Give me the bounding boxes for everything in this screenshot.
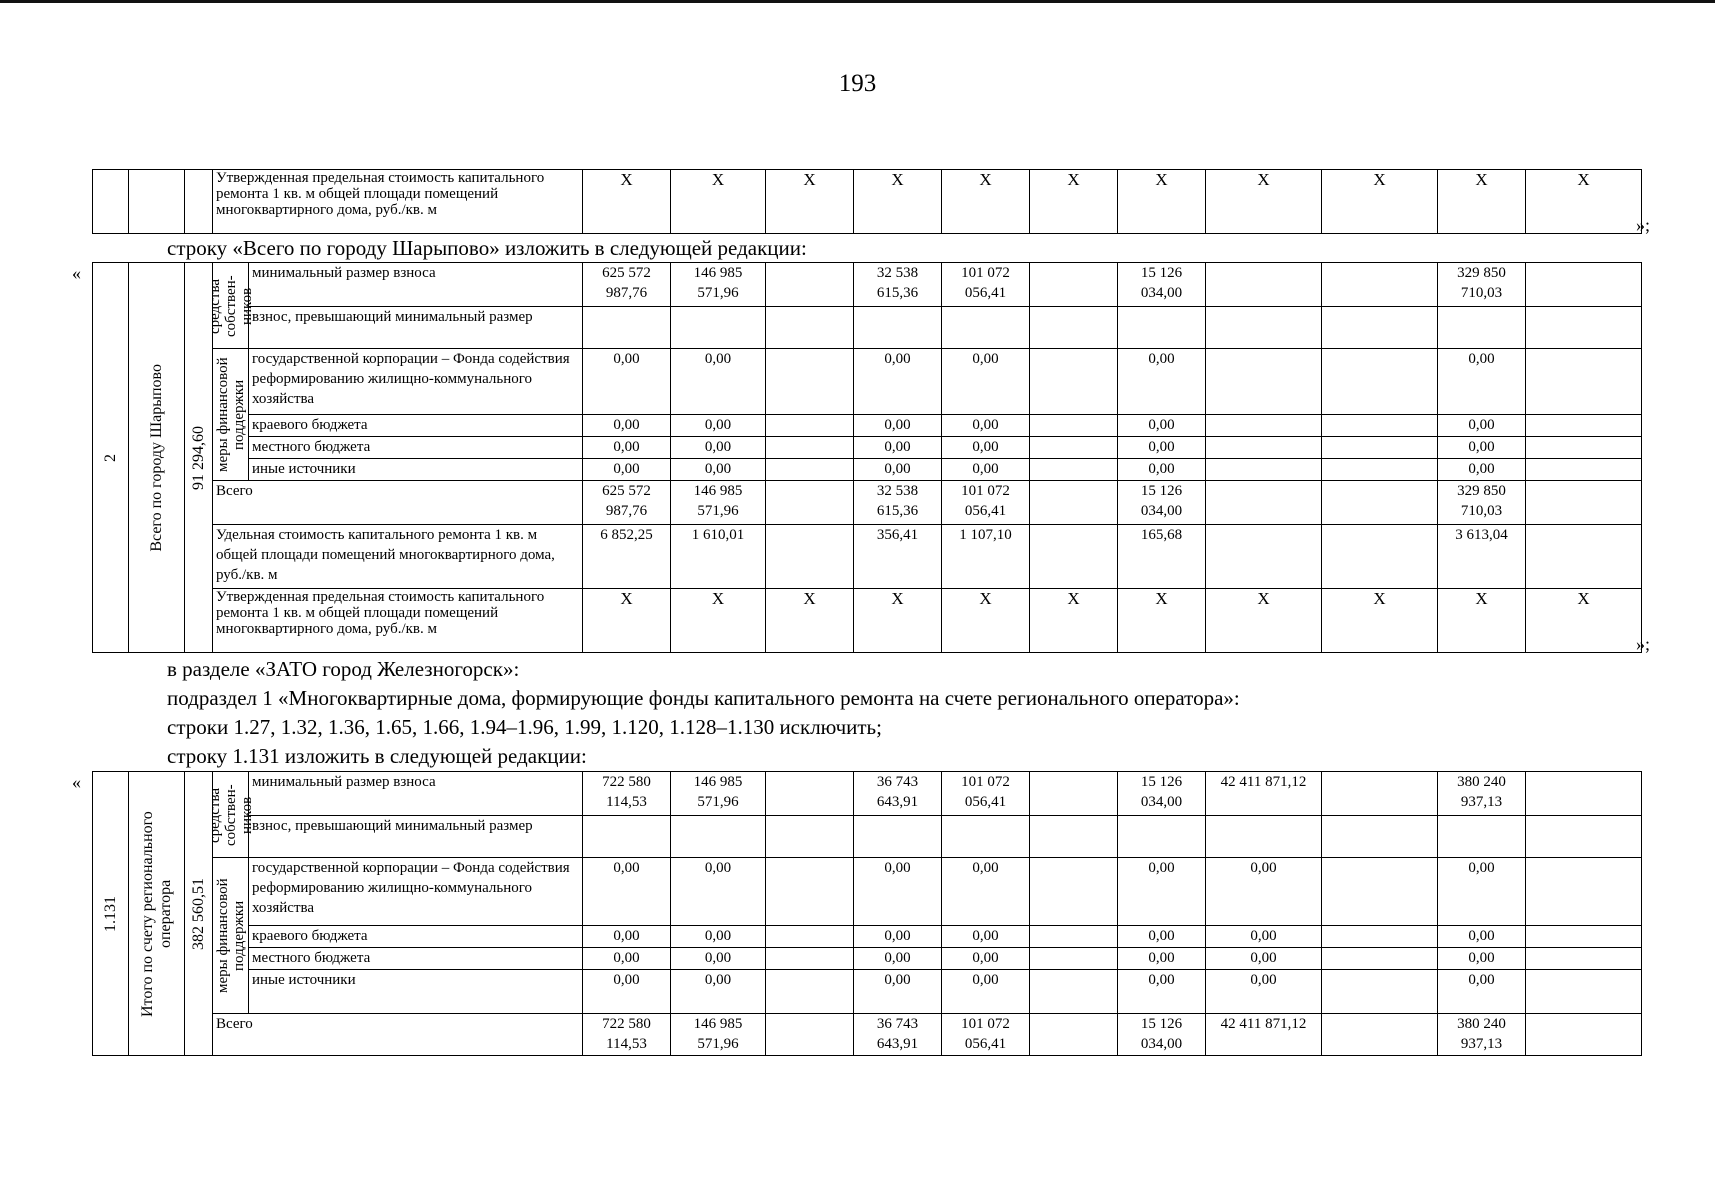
row-label: взнос, превышающий минимальный размер: [249, 816, 583, 858]
table-row: [93, 459, 1642, 481]
value-cell: X: [1526, 589, 1642, 653]
value-cell: [1526, 437, 1642, 459]
value-cell: 0,00: [671, 970, 766, 1014]
value-cell: 1 107,10: [942, 525, 1030, 589]
value-cell: [942, 816, 1030, 858]
value-cell: [1526, 415, 1642, 437]
value-cell: X: [1322, 170, 1438, 234]
row-label: взнос, превышающий минимальный размер: [249, 307, 583, 349]
row-label: краевого бюджета: [249, 415, 583, 437]
value-cell: [1030, 926, 1118, 948]
table-row: [93, 926, 1642, 948]
value-cell: 0,00: [671, 858, 766, 926]
opening-quote-mark: «: [72, 263, 81, 283]
value-cell: [766, 970, 854, 1014]
value-cell: 146 985 571,96: [671, 481, 766, 525]
support-group-label: меры финансовой поддержки: [214, 878, 247, 993]
value-cell: X: [854, 589, 942, 653]
table-row-1-131: [92, 771, 1642, 1056]
value-cell: 329 850 710,03: [1438, 263, 1526, 307]
value-cell: 0,00: [583, 970, 671, 1014]
value-cell: [1030, 263, 1118, 307]
table-row: [93, 858, 1642, 926]
value-cell: [1206, 481, 1322, 525]
value-cell: 0,00: [1206, 970, 1322, 1014]
value-cell: [1526, 263, 1642, 307]
row-label-limit-cost: Утвержденная предельная стоимость капитального ремонта 1 кв. м общей площади помещений многоквартирного дома, руб./кв. м: [213, 170, 583, 234]
value-cell: [1322, 926, 1438, 948]
value-cell: 101 072 056,41: [942, 1014, 1030, 1056]
page-number: 193: [838, 70, 877, 97]
value-cell: 0,00: [854, 459, 942, 481]
row-number-cell: [93, 772, 129, 1056]
value-cell: [1030, 948, 1118, 970]
value-cell: 0,00: [583, 349, 671, 415]
value-cell: 146 985 571,96: [671, 263, 766, 307]
value-cell: X: [766, 589, 854, 653]
value-cell: X: [1118, 170, 1206, 234]
value-cell: 0,00: [854, 926, 942, 948]
value-cell: 0,00: [671, 349, 766, 415]
value-cell: [1030, 349, 1118, 415]
value-cell: [1206, 459, 1322, 481]
value-cell: 0,00: [942, 437, 1030, 459]
value-cell: [766, 307, 854, 349]
value-cell: [1526, 349, 1642, 415]
value-cell: [766, 772, 854, 816]
table-row: [93, 816, 1642, 858]
value-cell: 625 572 987,76: [583, 481, 671, 525]
value-cell: 0,00: [1118, 459, 1206, 481]
table-row-limit-cost: [93, 170, 1642, 234]
row-label: местного бюджета: [249, 948, 583, 970]
object-name-cell: [129, 263, 185, 653]
table-sharypovo: [92, 262, 1642, 653]
value-cell: 15 126 034,00: [1118, 481, 1206, 525]
row-label: минимальный размер взноса: [249, 772, 583, 816]
table-row: [93, 263, 1642, 307]
empty-cell: [93, 170, 129, 234]
instruction-paragraph: подраздел 1 «Многоквартирные дома, формирующие фонды капитального ремонта на счете регионального оператора»:: [167, 686, 1240, 710]
value-cell: [1030, 772, 1118, 816]
value-cell: 0,00: [1118, 970, 1206, 1014]
value-cell: [1322, 307, 1438, 349]
value-cell: 0,00: [1118, 926, 1206, 948]
value-cell: 32 538 615,36: [854, 481, 942, 525]
row-label: минимальный размер взноса: [249, 263, 583, 307]
value-cell: [1322, 970, 1438, 1014]
owners-group-label: средства собствен-ников: [206, 783, 255, 846]
row-label: иные источники: [249, 970, 583, 1014]
value-cell: X: [1322, 589, 1438, 653]
value-cell: [1526, 926, 1642, 948]
value-cell: [1526, 858, 1642, 926]
value-cell: [766, 858, 854, 926]
value-cell: X: [942, 170, 1030, 234]
value-cell: [766, 525, 854, 589]
value-cell: X: [1438, 589, 1526, 653]
value-cell: 0,00: [583, 415, 671, 437]
value-cell: [766, 926, 854, 948]
value-cell: X: [766, 170, 854, 234]
value-cell: [671, 307, 766, 349]
value-cell: 165,68: [1118, 525, 1206, 589]
value-cell: [854, 307, 942, 349]
value-cell: [1118, 816, 1206, 858]
value-cell: 380 240 937,13: [1438, 772, 1526, 816]
instruction-paragraph: строку 1.131 изложить в следующей редакции:: [167, 744, 587, 768]
value-cell: [1322, 772, 1438, 816]
value-cell: [1526, 1014, 1642, 1056]
value-cell: X: [854, 170, 942, 234]
value-cell: 146 985 571,96: [671, 772, 766, 816]
value-cell: 0,00: [1438, 926, 1526, 948]
owners-group-cell: [206, 263, 255, 349]
value-cell: X: [1438, 170, 1526, 234]
value-cell: [1322, 459, 1438, 481]
value-cell: 36 743 643,91: [854, 1014, 942, 1056]
value-cell: 0,00: [583, 459, 671, 481]
value-cell: [766, 459, 854, 481]
value-cell: [1206, 307, 1322, 349]
value-cell: [583, 307, 671, 349]
value-cell: 0,00: [854, 948, 942, 970]
value-cell: 0,00: [1118, 415, 1206, 437]
value-cell: 0,00: [942, 948, 1030, 970]
value-cell: X: [1206, 589, 1322, 653]
value-cell: [766, 816, 854, 858]
value-cell: 0,00: [671, 415, 766, 437]
top-border-line: [0, 0, 1715, 3]
value-cell: 0,00: [671, 437, 766, 459]
value-cell: X: [1118, 589, 1206, 653]
unit-cost-label: Удельная стоимость капитального ремонта 1 кв. м общей площади помещений многоквартирного дома, руб./кв. м: [213, 525, 583, 589]
value-cell: 0,00: [583, 926, 671, 948]
value-cell: 101 072 056,41: [942, 481, 1030, 525]
value-cell: [1030, 816, 1118, 858]
value-cell: [1206, 816, 1322, 858]
value-cell: 42 411 871,12: [1206, 772, 1322, 816]
empty-cell: [129, 170, 185, 234]
object-name-cell: [129, 772, 185, 1056]
row-label: иные источники: [249, 459, 583, 481]
value-cell: X: [942, 589, 1030, 653]
limit-cost-label: Утвержденная предельная стоимость капитального ремонта 1 кв. м общей площади помещений многоквартирного дома, руб./кв. м: [213, 589, 583, 653]
table-row: [93, 437, 1642, 459]
value-cell: [1526, 970, 1642, 1014]
value-cell: [1206, 415, 1322, 437]
support-group-cell: [213, 349, 249, 481]
value-cell: 0,00: [942, 349, 1030, 415]
value-cell: [1030, 307, 1118, 349]
value-cell: [1206, 525, 1322, 589]
value-cell: X: [1030, 170, 1118, 234]
value-cell: X: [583, 170, 671, 234]
value-cell: [1118, 307, 1206, 349]
value-cell: [1526, 525, 1642, 589]
value-cell: 0,00: [1118, 437, 1206, 459]
value-cell: 0,00: [1206, 948, 1322, 970]
value-cell: 6 852,25: [583, 525, 671, 589]
value-cell: 146 985 571,96: [671, 1014, 766, 1056]
value-cell: 0,00: [942, 926, 1030, 948]
value-cell: [1322, 858, 1438, 926]
value-cell: [1206, 349, 1322, 415]
value-cell: 0,00: [1438, 349, 1526, 415]
value-cell: [1030, 970, 1118, 1014]
value-cell: 0,00: [583, 948, 671, 970]
value-cell: [766, 481, 854, 525]
instruction-paragraph: в разделе «ЗАТО город Железногорск»:: [167, 657, 520, 681]
row-label: государственной корпорации – Фонда содействия реформированию жилищно-коммунального хозяйства: [249, 858, 583, 926]
value-cell: 0,00: [854, 437, 942, 459]
value-cell: [1526, 307, 1642, 349]
value-cell: [1322, 415, 1438, 437]
value-cell: [766, 948, 854, 970]
value-cell: 0,00: [1206, 858, 1322, 926]
value-cell: 0,00: [854, 970, 942, 1014]
value-cell: 15 126 034,00: [1118, 772, 1206, 816]
value-cell: 42 411 871,12: [1206, 1014, 1322, 1056]
value-cell: 0,00: [942, 415, 1030, 437]
value-cell: [1322, 525, 1438, 589]
row-number: 2: [101, 453, 119, 462]
table-row-total: [93, 481, 1642, 525]
value-cell: 15 126 034,00: [1118, 263, 1206, 307]
value-cell: X: [583, 589, 671, 653]
value-cell: [1438, 307, 1526, 349]
owners-group-cell: [206, 772, 255, 858]
closing-quote-mark: »;: [1636, 634, 1651, 654]
support-group-label: меры финансовой поддержки: [214, 357, 247, 472]
table-row: [93, 307, 1642, 349]
total-label: Всего: [213, 1014, 583, 1056]
value-cell: [1526, 481, 1642, 525]
value-cell: X: [671, 170, 766, 234]
value-cell: 0,00: [1118, 948, 1206, 970]
value-cell: 3 613,04: [1438, 525, 1526, 589]
value-cell: [766, 1014, 854, 1056]
value-cell: 0,00: [671, 459, 766, 481]
value-cell: 101 072 056,41: [942, 263, 1030, 307]
value-cell: [1526, 948, 1642, 970]
value-cell: [1030, 1014, 1118, 1056]
support-group-cell: [213, 858, 249, 1014]
value-cell: [1030, 858, 1118, 926]
value-cell: 0,00: [1438, 970, 1526, 1014]
table-row: [93, 970, 1642, 1014]
value-cell: 625 572 987,76: [583, 263, 671, 307]
value-cell: 0,00: [1438, 459, 1526, 481]
value-cell: 0,00: [583, 437, 671, 459]
value-cell: [1030, 415, 1118, 437]
value-cell: [671, 816, 766, 858]
value-cell: [1322, 816, 1438, 858]
table-row: [93, 415, 1642, 437]
value-cell: [1526, 816, 1642, 858]
value-cell: [1322, 437, 1438, 459]
value-cell: [854, 816, 942, 858]
value-cell: [1322, 1014, 1438, 1056]
value-cell: [766, 415, 854, 437]
area-value: 91 294,60: [189, 425, 207, 490]
value-cell: 380 240 937,13: [1438, 1014, 1526, 1056]
value-cell: [766, 263, 854, 307]
value-cell: 15 126 034,00: [1118, 1014, 1206, 1056]
instruction-paragraph: строку «Всего по городу Шарыпово» изложить в следующей редакции:: [167, 236, 807, 260]
value-cell: [1206, 437, 1322, 459]
value-cell: 0,00: [1438, 948, 1526, 970]
row-label: местного бюджета: [249, 437, 583, 459]
value-cell: X: [1030, 589, 1118, 653]
value-cell: 0,00: [671, 926, 766, 948]
value-cell: [1030, 525, 1118, 589]
total-label: Всего: [213, 481, 583, 525]
value-cell: [766, 349, 854, 415]
value-cell: [1526, 772, 1642, 816]
value-cell: [1322, 349, 1438, 415]
value-cell: [1322, 948, 1438, 970]
table-row: [93, 349, 1642, 415]
object-name: Итого по счету регионального оператора: [138, 810, 174, 1017]
value-cell: X: [1526, 170, 1642, 234]
row-label: государственной корпорации – Фонда содействия реформированию жилищно-коммунального хозяйства: [249, 349, 583, 415]
value-cell: [942, 307, 1030, 349]
value-cell: 32 538 615,36: [854, 263, 942, 307]
table-row: [93, 948, 1642, 970]
table-row-limit-cost: [93, 589, 1642, 653]
value-cell: 0,00: [1438, 437, 1526, 459]
value-cell: [1030, 437, 1118, 459]
value-cell: 0,00: [583, 858, 671, 926]
row-number: 1.131: [101, 895, 119, 932]
value-cell: 0,00: [854, 349, 942, 415]
value-cell: 356,41: [854, 525, 942, 589]
table-row-total: [93, 1014, 1642, 1056]
value-cell: 329 850 710,03: [1438, 481, 1526, 525]
table-continuation: [92, 169, 1642, 234]
value-cell: 0,00: [942, 858, 1030, 926]
value-cell: [1030, 481, 1118, 525]
table-row: [93, 772, 1642, 816]
closing-quote-mark: »;: [1636, 215, 1651, 235]
owners-group-label: средства собствен-ников: [206, 274, 255, 337]
value-cell: [1322, 263, 1438, 307]
value-cell: 0,00: [1118, 858, 1206, 926]
value-cell: 0,00: [854, 858, 942, 926]
value-cell: 0,00: [1438, 415, 1526, 437]
value-cell: [1438, 816, 1526, 858]
value-cell: [583, 816, 671, 858]
object-name: Всего по городу Шарыпово: [147, 363, 165, 552]
value-cell: [766, 437, 854, 459]
value-cell: 101 072 056,41: [942, 772, 1030, 816]
value-cell: 36 743 643,91: [854, 772, 942, 816]
value-cell: 0,00: [1438, 858, 1526, 926]
value-cell: 1 610,01: [671, 525, 766, 589]
value-cell: 722 580 114,53: [583, 1014, 671, 1056]
value-cell: 0,00: [1118, 349, 1206, 415]
value-cell: 0,00: [854, 415, 942, 437]
value-cell: [1206, 263, 1322, 307]
empty-cell: [185, 170, 213, 234]
value-cell: 0,00: [942, 970, 1030, 1014]
value-cell: 0,00: [1206, 926, 1322, 948]
row-label: краевого бюджета: [249, 926, 583, 948]
value-cell: 722 580 114,53: [583, 772, 671, 816]
row-number-cell: [93, 263, 129, 653]
value-cell: [1526, 459, 1642, 481]
value-cell: X: [1206, 170, 1322, 234]
value-cell: [1322, 481, 1438, 525]
value-cell: [1030, 459, 1118, 481]
opening-quote-mark: «: [72, 772, 81, 792]
value-cell: X: [671, 589, 766, 653]
value-cell: 0,00: [942, 459, 1030, 481]
area-value: 382 560,51: [189, 877, 207, 950]
instruction-paragraph: строки 1.27, 1.32, 1.36, 1.65, 1.66, 1.94–1.96, 1.99, 1.120, 1.128–1.130 исключить;: [167, 715, 882, 739]
table-row-unit-cost: [93, 525, 1642, 589]
value-cell: 0,00: [671, 948, 766, 970]
